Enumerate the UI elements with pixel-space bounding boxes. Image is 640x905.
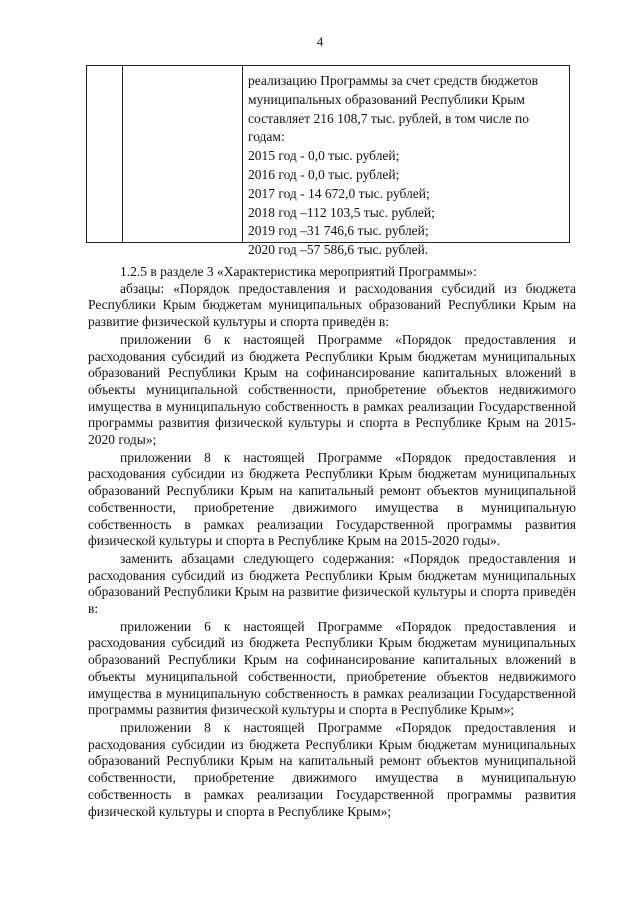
paragraph-new-appendix-6: приложении 6 к настоящей Программе «Порядок предоставления и расходования субсидий из бюджета Республики Крым бюджетам муниципальных образований Республики Крым на софинансирование капитальных вложений в объекты муниципальной собственности, приобретение объектов недвижимого имущества в муниципальную собственность в рамках реализации Государственной программы развития физической культуры и спорта в Республике Крым»;: [88, 618, 576, 718]
table-cell-funding-text: [243, 66, 569, 258]
paragraph-old-appendix-8: приложении 8 к настоящей Программе «Порядок предоставления и расходования субсидии из бюджета Республики Крым бюджетам муниципальных образований Республики Крым на капитальный ремонт объектов муниципальной собственности, приобретение движимого имущества в муниципальную собственность в рамках реализации Государственной программы развития физической культуры и спорта в Республике Крым на 2015-2020 годы».: [88, 449, 576, 549]
table-cell-line: годам:: [248, 129, 285, 145]
table-cell-line: 2016 год - 0,0 тыс. рублей;: [248, 166, 400, 182]
table-cell-line: муниципальных образований Республики Крым: [248, 91, 525, 107]
document-body: [88, 264, 576, 821]
table-cell-line: 2017 год - 14 672,0 тыс. рублей;: [248, 185, 430, 201]
paragraph-new-appendix-8: приложении 8 к настоящей Программе «Порядок предоставления и расходования субсидии из бюджета Республики Крым бюджетам муниципальных образований Республики Крым на капитальный ремонт объектов муниципальной собственности, приобретение движимого имущества в муниципальную собственность в рамках реализации Государственной программы развития физической культуры и спорта в Республике Крым»;: [88, 719, 576, 819]
table-cell-line: 2015 год - 0,0 тыс. рублей;: [248, 148, 400, 164]
program-table: [86, 65, 570, 258]
section-heading-paragraph: 1.2.5 в разделе 3 «Характеристика мероприятий Программы»:: [120, 264, 477, 279]
table-cell-line: реализацию Программы за счет средств бюджетов: [248, 73, 538, 88]
paragraph-old-abzatsy: абзацы: «Порядок предоставления и расходования субсидий из бюджета Республики Крым бюджетам муниципальных образований Республики Крым на развитие физической культуры и спорта приведён в:: [88, 280, 576, 330]
table-cell-line: составляет 216 108,7 тыс. рублей, в том числе по: [248, 110, 529, 126]
table-cell-line: 2020 год –57 586,6 тыс. рублей.: [248, 242, 429, 258]
paragraph-replace-intro: заменить абзацами следующего содержания: «Порядок предоставления и расходования субсидий из бюджета Республики Крым бюджетам муниципальных образований Республики Крым на развитие физической культуры и спорта приведён в:: [88, 550, 576, 617]
table-cell-line: 2018 год –112 103,5 тыс. рублей;: [248, 204, 435, 220]
paragraph-old-appendix-6: приложении 6 к настоящей Программе «Порядок предоставления и расходования субсидий из бюджета Республики Крым бюджетам муниципальных образований Республики Крым на софинансирование капитальных вложений в объекты муниципальной собственности, приобретение объектов недвижимого имущества в муниципальную собственность в рамках реализации Государственной программы развития физической культуры и спорта в Республике Крым на 2015-2020 годы»;: [88, 331, 576, 448]
page-number: 4: [316, 34, 324, 49]
table-cell-number: [87, 66, 123, 242]
table-cell-title: [123, 66, 243, 242]
table-cell-line: 2019 год –31 746,6 тыс. рублей;: [248, 223, 429, 239]
